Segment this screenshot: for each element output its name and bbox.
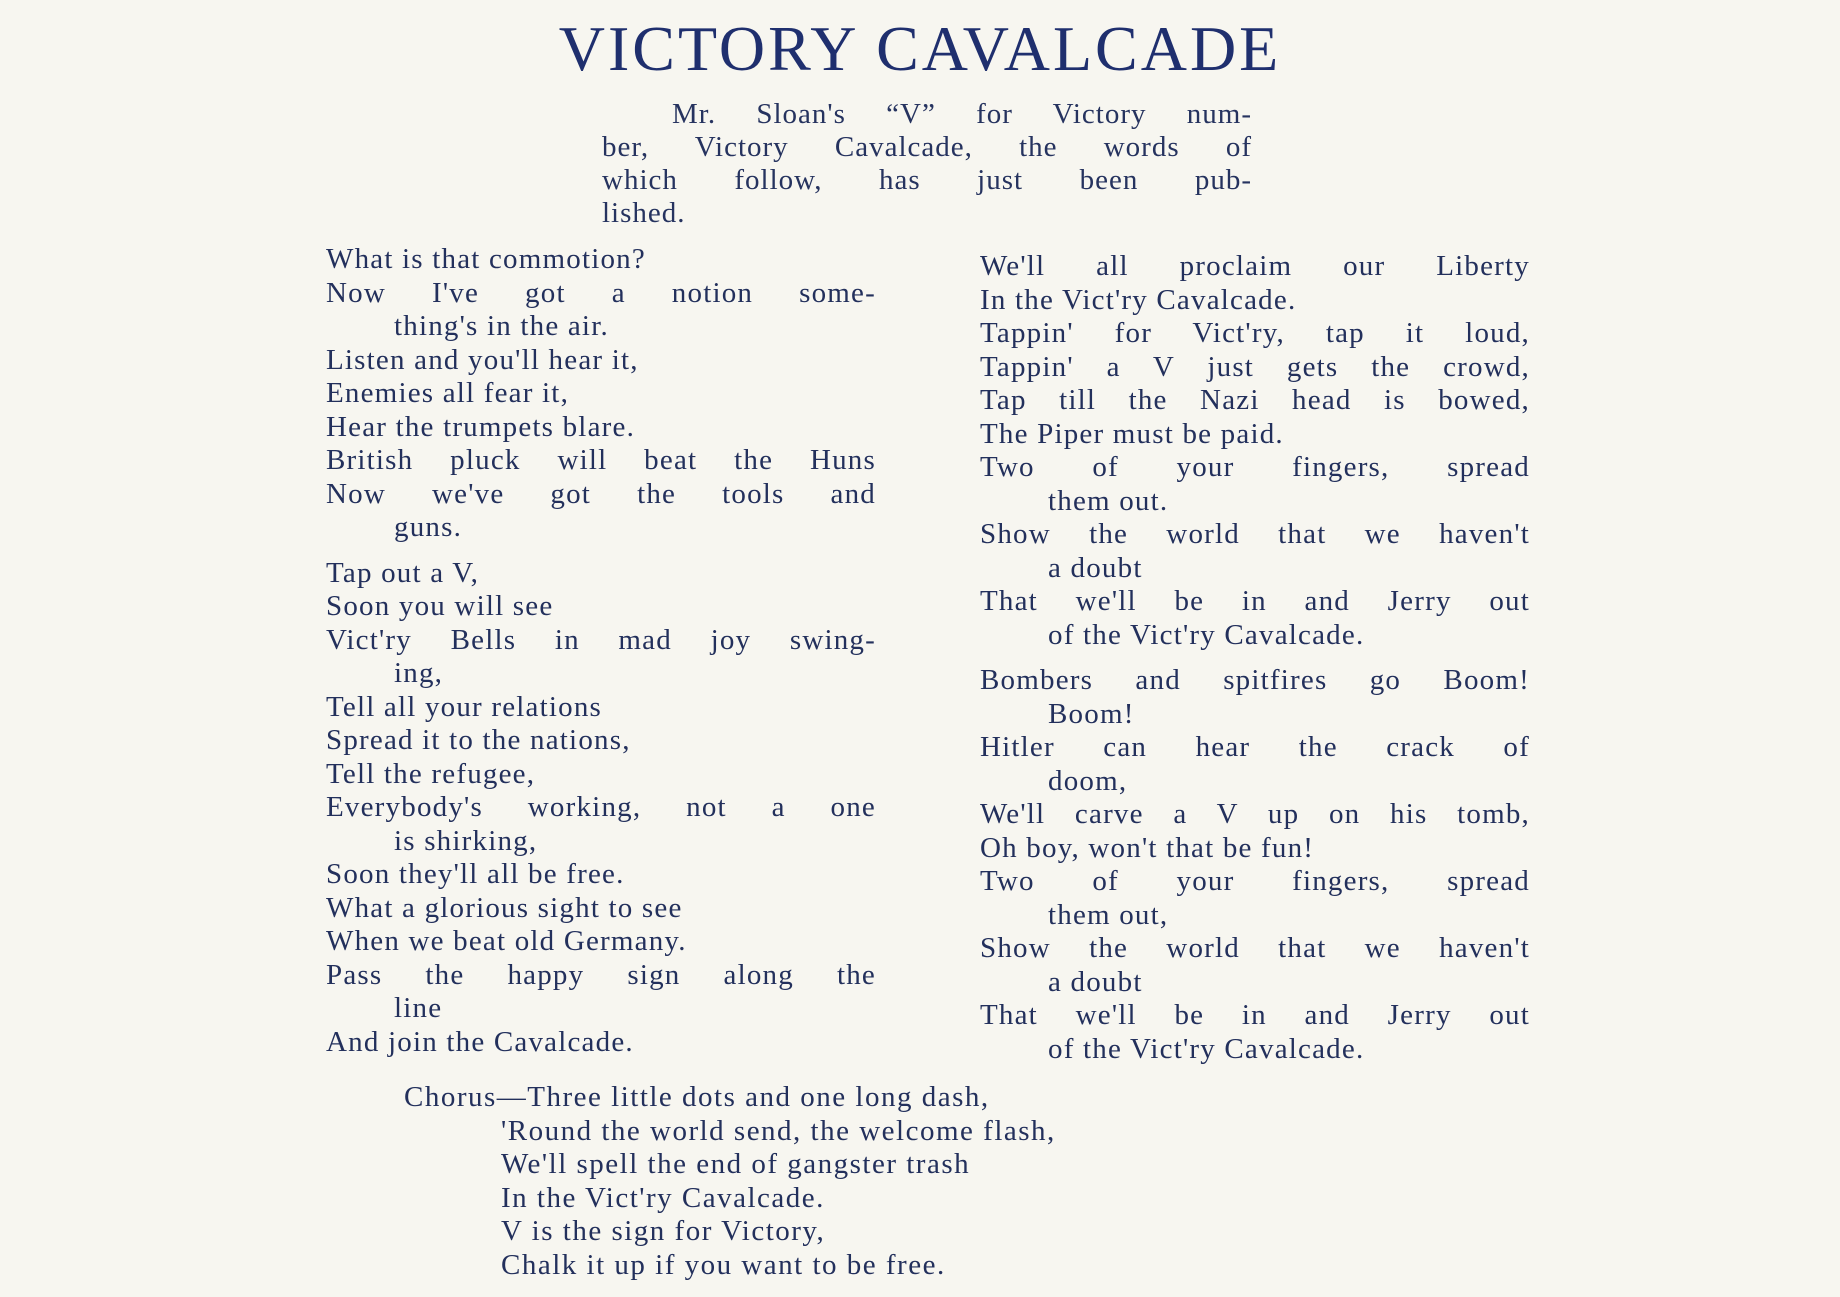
lyric-line: That we'll be in and Jerry out <box>980 999 1530 1031</box>
lyric-line: Show the world that we haven't <box>980 932 1530 964</box>
stanza <box>980 250 1530 652</box>
lyric-line: Hitler can hear the crack of <box>980 731 1530 763</box>
lyric-line: Bombers and spitfires go Boom! <box>980 664 1530 696</box>
intro-line: Mr. Sloan's “V” for Victory num- <box>672 98 1252 130</box>
lyric-line: Soon you will see <box>326 590 554 622</box>
lyric-line: Enemies all fear it, <box>326 377 570 409</box>
lyric-line-continuation: is shirking, <box>394 824 538 857</box>
lyric-line: Two of your fingers, spread <box>980 865 1530 897</box>
lyric-line: Show the world that we haven't <box>980 518 1530 550</box>
lyric-line: Now we've got the tools and <box>326 477 876 510</box>
chorus-line: Chorus—Three little dots and one long dash, <box>404 1081 990 1113</box>
lyric-line-continuation: ing, <box>394 657 444 689</box>
intro-line: which follow, has just been pub- <box>602 164 1252 196</box>
lyric-line-continuation: them out, <box>1048 898 1169 931</box>
lyric-line: That we'll be in and Jerry out <box>980 585 1530 617</box>
stanza <box>326 557 876 1060</box>
chorus-line: 'Round the world send, the welcome flash, <box>501 1114 1056 1147</box>
intro-paragraph <box>602 98 1252 230</box>
lyric-line: Tap out a V, <box>326 556 480 589</box>
lyric-line-continuation: of the Vict'ry Cavalcade. <box>1048 1032 1365 1065</box>
lyric-line: What is that commotion? <box>326 243 646 275</box>
lyric-line: Pass the happy sign along the <box>326 958 876 991</box>
lyric-line: Oh boy, won't that be fun! <box>980 831 1315 864</box>
stanza <box>980 664 1530 1066</box>
lyric-line: Spread it to the nations, <box>326 724 631 756</box>
lyric-line: We'll carve a V up on his tomb, <box>980 798 1530 830</box>
chorus-line: Chalk it up if you want to be free. <box>501 1248 946 1281</box>
lyric-line: Two of your fingers, spread <box>980 451 1530 483</box>
lyric-line-continuation: a doubt <box>1048 965 1143 998</box>
chorus-line: We'll spell the end of gangster trash <box>501 1148 971 1180</box>
lyric-line: The Piper must be paid. <box>980 417 1284 450</box>
lyric-line: Everybody's working, not a one <box>326 791 876 823</box>
page-title: VICTORY CAVALCADE <box>558 13 1282 84</box>
lyric-line: Tell the refugee, <box>326 757 536 790</box>
lyric-line: British pluck will beat the Huns <box>326 444 876 476</box>
lyric-line: Tap till the Nazi head is bowed, <box>980 384 1530 416</box>
lyric-line-continuation: thing's in the air. <box>394 310 609 342</box>
chorus-line: V is the sign for Victory, <box>501 1215 826 1247</box>
intro-line: lished. <box>602 197 686 229</box>
lyrics-right-column <box>980 250 1530 1078</box>
lyric-line: Soon they'll all be free. <box>326 858 625 890</box>
lyric-line: Tappin' for Vict'ry, tap it loud, <box>980 317 1530 349</box>
lyric-line-continuation: doom, <box>1048 764 1128 797</box>
lyric-line: And join the Cavalcade. <box>326 1025 634 1058</box>
lyrics-left-column <box>326 243 876 1071</box>
chorus-block <box>404 1081 1056 1282</box>
lyric-line-continuation: of the Vict'ry Cavalcade. <box>1048 618 1365 651</box>
lyric-line-continuation: guns. <box>394 511 463 543</box>
lyric-line-continuation: them out. <box>1048 484 1169 517</box>
lyric-line: Listen and you'll hear it, <box>326 343 639 376</box>
lyric-line: Hear the trumpets blare. <box>326 410 636 443</box>
stanza <box>326 243 876 545</box>
lyric-line-continuation: line <box>394 992 443 1024</box>
lyric-line: In the Vict'ry Cavalcade. <box>980 283 1297 316</box>
lyric-line: When we beat old Germany. <box>326 925 687 957</box>
lyric-line-continuation: Boom! <box>1048 697 1135 730</box>
lyric-line: What a glorious sight to see <box>326 891 683 924</box>
lyric-line: Tell all your relations <box>326 690 603 723</box>
lyric-line-continuation: a doubt <box>1048 551 1143 584</box>
intro-line: ber, Victory Cavalcade, the words of <box>602 131 1252 163</box>
lyric-line: Now I've got a notion some- <box>326 276 876 309</box>
lyric-line: We'll all proclaim our Liberty <box>980 250 1530 282</box>
lyric-line: Vict'ry Bells in mad joy swing- <box>326 623 876 656</box>
chorus-line: In the Vict'ry Cavalcade. <box>501 1181 825 1214</box>
lyric-line: Tappin' a V just gets the crowd, <box>980 350 1530 383</box>
